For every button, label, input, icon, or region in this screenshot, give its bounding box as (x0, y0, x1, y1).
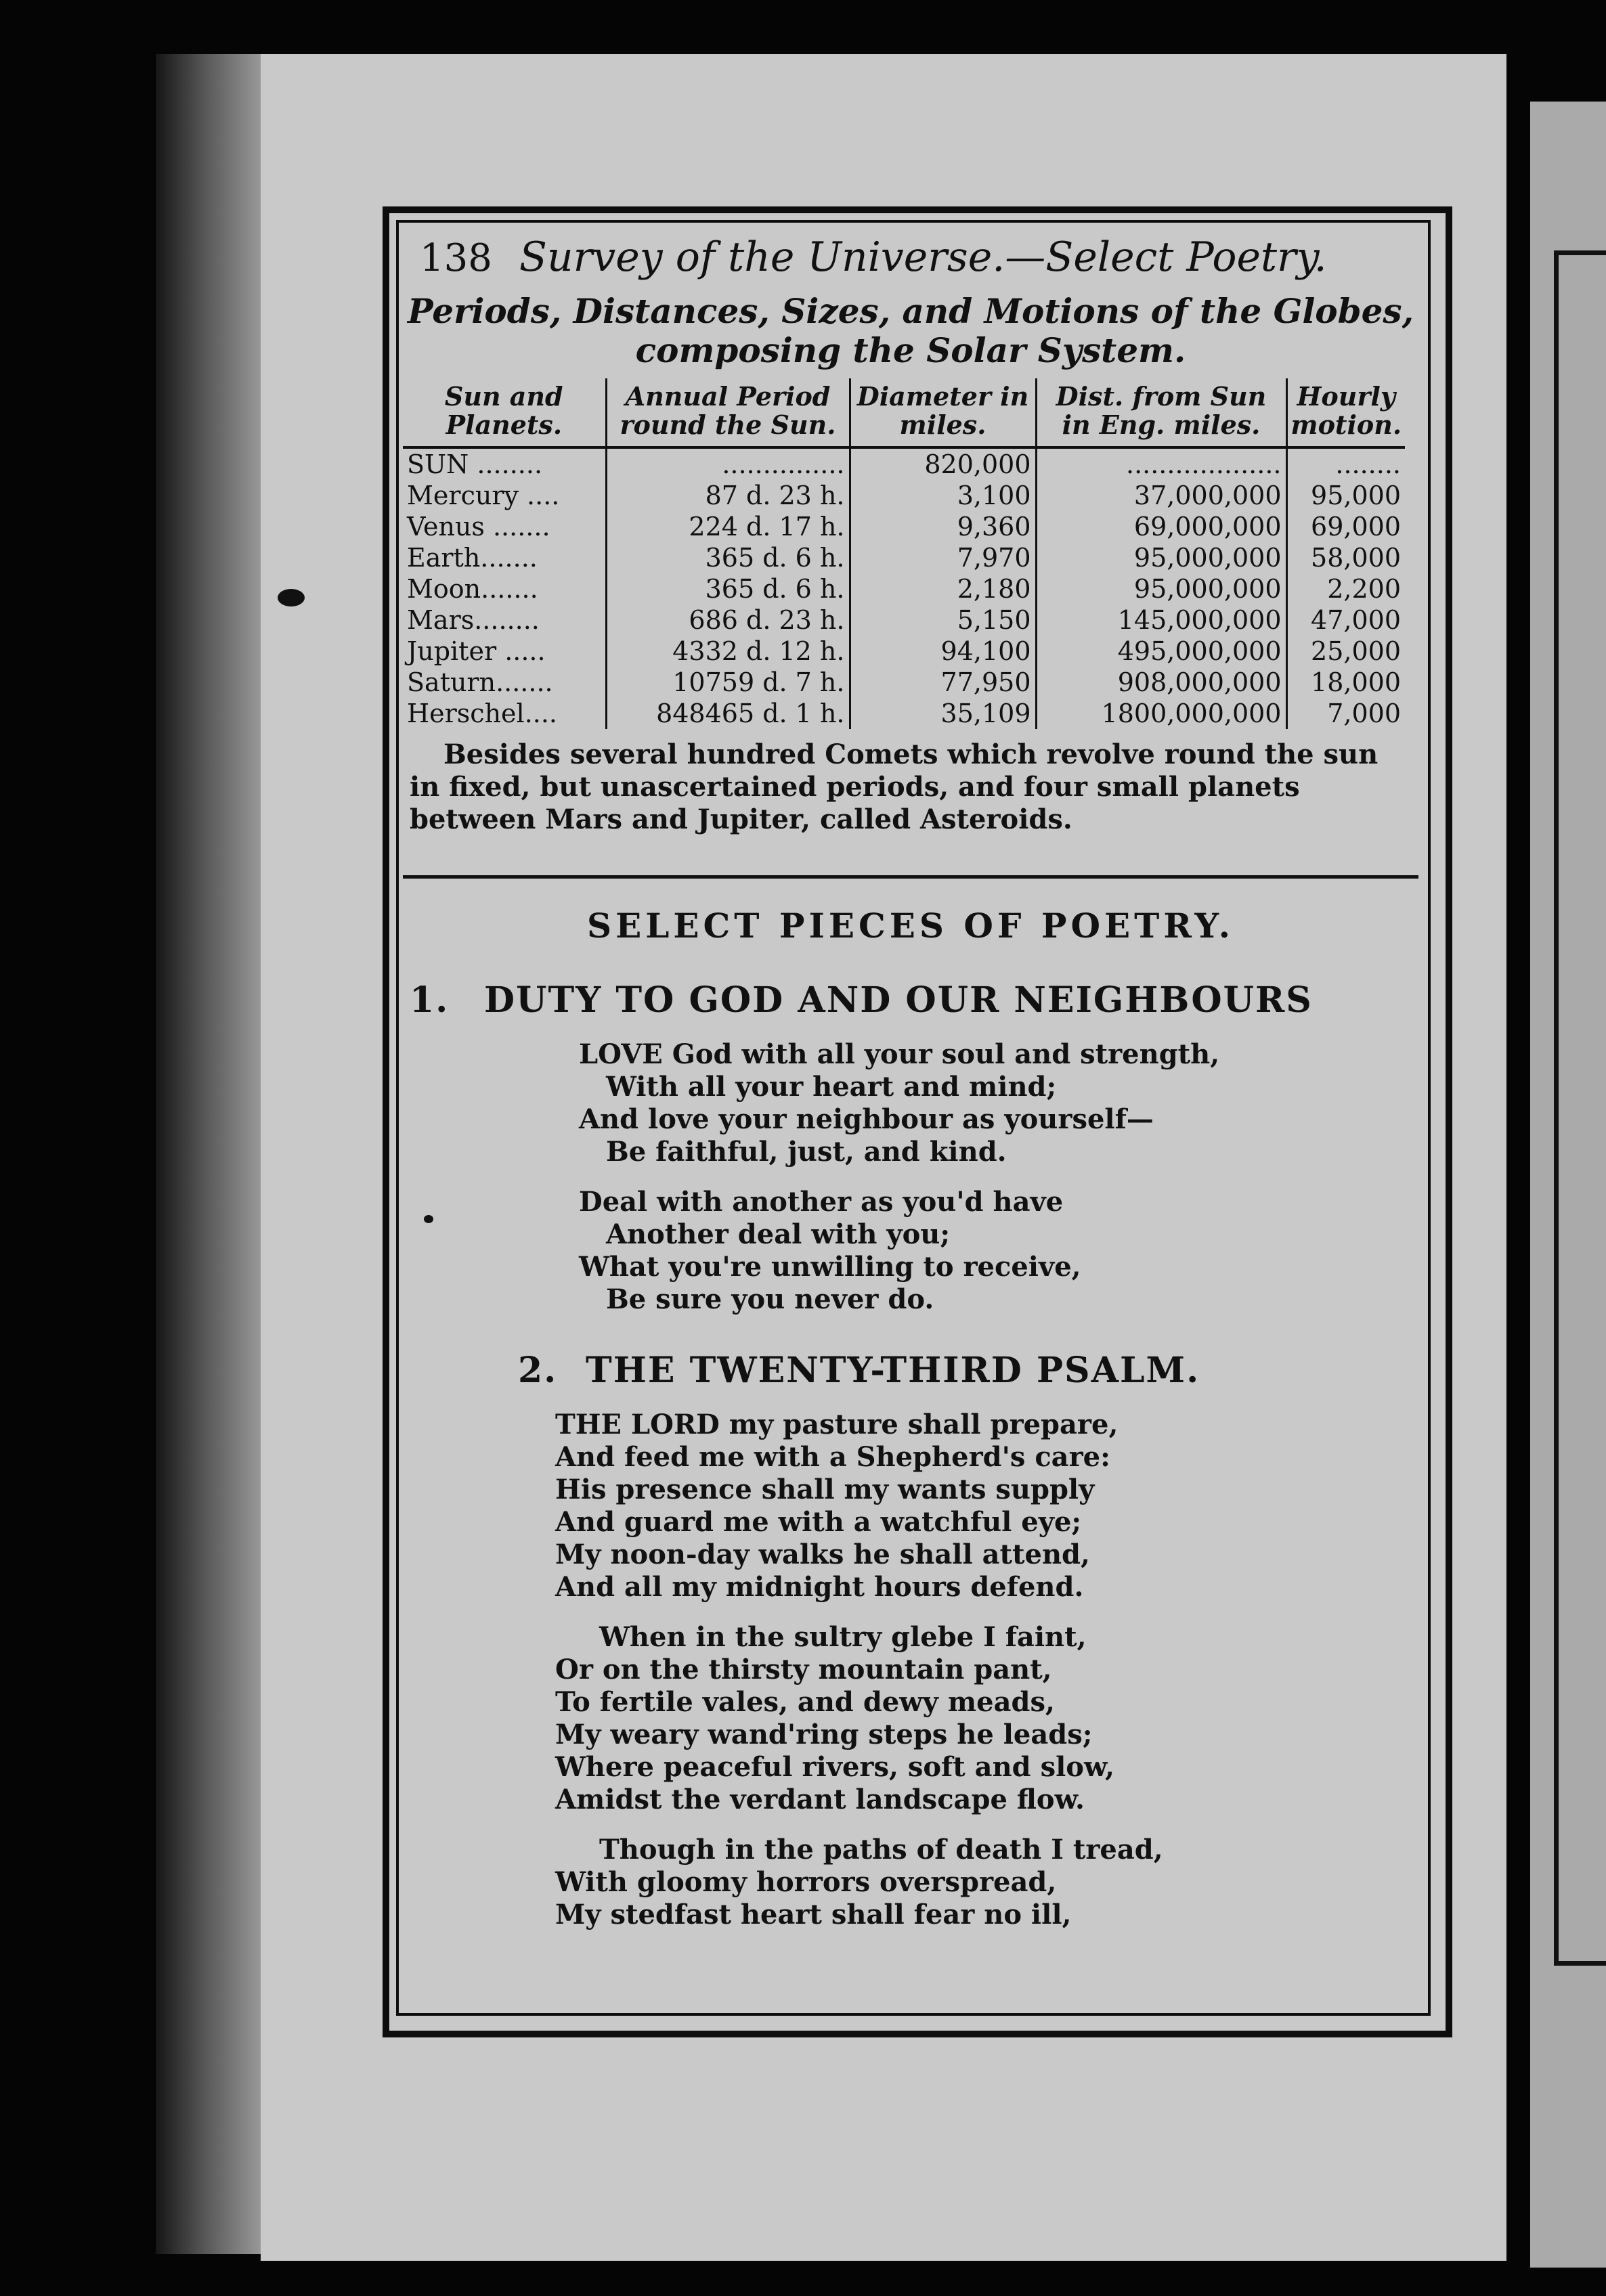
poem-1-number: 1. (410, 979, 450, 1021)
cell-motion: 2,200 (1286, 573, 1405, 604)
table-title (403, 292, 1418, 370)
cell-distance: 908,000,000 (1036, 667, 1286, 698)
cell-period: 365 d. 6 h. (606, 573, 850, 604)
verse-line: My stedfast heart shall fear no ill, (555, 1899, 1072, 1930)
verse-line: Amidst the verdant landscape flow. (555, 1784, 1085, 1815)
poem-2-stanza-2 (403, 1621, 1418, 1816)
cell-period: 224 d. 17 h. (606, 511, 850, 542)
solar-system-table (403, 378, 1405, 729)
cell-period: 365 d. 6 h. (606, 542, 850, 573)
cell-distance: 495,000,000 (1036, 636, 1286, 667)
poem-2-stanza-3 (403, 1834, 1418, 1931)
poem-2-number: 2. (518, 1350, 558, 1391)
column-header-period: Annual Period round the Sun. (606, 378, 850, 447)
cell-diameter: 35,109 (850, 698, 1036, 729)
table-title-line-1: Periods, Distances, Sizes, and Motions of the Globes, (408, 291, 1414, 331)
page-content (403, 227, 1418, 2004)
verse-line: Though in the paths of death I tread, (599, 1834, 1163, 1866)
verse-line: And feed me with a Shepherd's care: (555, 1441, 1110, 1473)
cell-period: ............... (606, 447, 850, 480)
verse-line: And love your neighbour as yourself— (579, 1103, 1154, 1135)
table-row (403, 511, 1405, 542)
table-row (403, 447, 1405, 480)
cell-distance: 95,000,000 (1036, 573, 1286, 604)
table-header-row (403, 378, 1405, 447)
table-row (403, 636, 1405, 667)
cell-body: Moon....... (407, 574, 538, 604)
table-row (403, 667, 1405, 698)
cell-period: 10759 d. 7 h. (606, 667, 850, 698)
cell-body: Mercury .... (407, 481, 560, 510)
cell-motion: 95,000 (1286, 480, 1405, 511)
column-header-diameter: Diameter in miles. (850, 378, 1036, 447)
cell-motion: 69,000 (1286, 511, 1405, 542)
column-header-body: Sun and Planets. (403, 378, 606, 447)
cell-body: Herschel.... (407, 699, 558, 728)
verse-line: When in the sultry glebe I faint, (599, 1621, 1087, 1653)
page-header (420, 234, 1418, 281)
verse-line: With gloomy horrors overspread, (555, 1866, 1057, 1898)
verse-line: My weary wand'ring steps he leads; (555, 1719, 1093, 1750)
column-header-motion: Hourly motion. (1286, 378, 1405, 447)
cell-body: Earth....... (407, 543, 538, 573)
table-row (403, 542, 1405, 573)
poem-2-heading (403, 1350, 1418, 1391)
verse-line: And all my midnight hours defend. (555, 1571, 1084, 1603)
cell-body: Jupiter ..... (407, 636, 546, 666)
cell-distance: 95,000,000 (1036, 542, 1286, 573)
table-note: Besides several hundred Comets which revolve round the sun in fixed, but unascertained periods, and four small planets between Mars and Jupiter, called Asteroids. (410, 738, 1379, 835)
verse-line: Another deal with you; (606, 1218, 951, 1250)
verse-line: What you're unwilling to receive, (579, 1251, 1081, 1283)
cell-body: Mars........ (407, 605, 540, 635)
cell-diameter: 5,150 (850, 604, 1036, 636)
cell-motion: 18,000 (1286, 667, 1405, 698)
ink-blot (278, 589, 305, 606)
verse-line: My noon-day walks he shall attend, (555, 1539, 1090, 1570)
cell-diameter: 820,000 (850, 447, 1036, 480)
cell-diameter: 77,950 (850, 667, 1036, 698)
verse-line: Where peaceful rivers, soft and slow, (555, 1751, 1115, 1783)
verse-line: THE LORD my pasture shall prepare, (555, 1409, 1119, 1440)
verse-line: With all your heart and mind; (606, 1071, 1057, 1103)
poem-2-title: THE TWENTY-THIRD PSALM. (586, 1350, 1200, 1391)
table-row (403, 698, 1405, 729)
cell-distance: 37,000,000 (1036, 480, 1286, 511)
poem-1-stanza-2 (403, 1186, 1418, 1316)
verse-line: His presence shall my wants supply (555, 1474, 1095, 1505)
running-title: Survey of the Universe.—Select Poetry. (519, 234, 1327, 281)
cell-body: Saturn....... (407, 667, 553, 697)
page-number: 138 (420, 236, 492, 280)
poem-1-heading (403, 979, 1418, 1021)
cell-body: Venus ....... (407, 512, 550, 542)
cell-period: 848465 d. 1 h. (606, 698, 850, 729)
cell-distance: 145,000,000 (1036, 604, 1286, 636)
table-row (403, 480, 1405, 511)
verse-line: LOVE God with all your soul and strength, (579, 1038, 1220, 1070)
cell-distance: ................... (1036, 447, 1286, 480)
verse-line: Or on the thirsty mountain pant, (555, 1654, 1052, 1685)
cell-distance: 69,000,000 (1036, 511, 1286, 542)
cell-diameter: 3,100 (850, 480, 1036, 511)
cell-motion: ........ (1286, 447, 1405, 480)
cell-motion: 47,000 (1286, 604, 1405, 636)
column-header-distance: Dist. from Sun in Eng. miles. (1036, 378, 1286, 447)
verse-line: Be sure you never do. (606, 1283, 934, 1315)
section-title: SELECT PIECES OF POETRY. (586, 906, 1234, 946)
cell-diameter: 7,970 (850, 542, 1036, 573)
cell-diameter: 9,360 (850, 511, 1036, 542)
facing-page-border (1554, 250, 1606, 1966)
poem-2-stanza-1 (403, 1409, 1418, 1604)
cell-motion: 7,000 (1286, 698, 1405, 729)
cell-diameter: 2,180 (850, 573, 1036, 604)
table-row (403, 604, 1405, 636)
cell-motion: 25,000 (1286, 636, 1405, 667)
table-row (403, 573, 1405, 604)
cell-motion: 58,000 (1286, 542, 1405, 573)
verse-line: And guard me with a watchful eye; (555, 1506, 1082, 1538)
verse-line: Be faithful, just, and kind. (606, 1136, 1007, 1168)
cell-period: 4332 d. 12 h. (606, 636, 850, 667)
section-divider (403, 875, 1418, 879)
cell-distance: 1800,000,000 (1036, 698, 1286, 729)
cell-period: 686 d. 23 h. (606, 604, 850, 636)
cell-period: 87 d. 23 h. (606, 480, 850, 511)
poem-1-title: DUTY TO GOD AND OUR NEIGHBOURS (484, 979, 1313, 1021)
verse-line: To fertile vales, and dewy meads, (555, 1686, 1055, 1718)
table-title-line-2: composing the Solar System. (635, 330, 1186, 370)
poem-1-stanza-1 (403, 1038, 1418, 1168)
cell-body: SUN ........ (407, 449, 543, 479)
verse-line: Deal with another as you'd have (579, 1186, 1064, 1218)
cell-diameter: 94,100 (850, 636, 1036, 667)
